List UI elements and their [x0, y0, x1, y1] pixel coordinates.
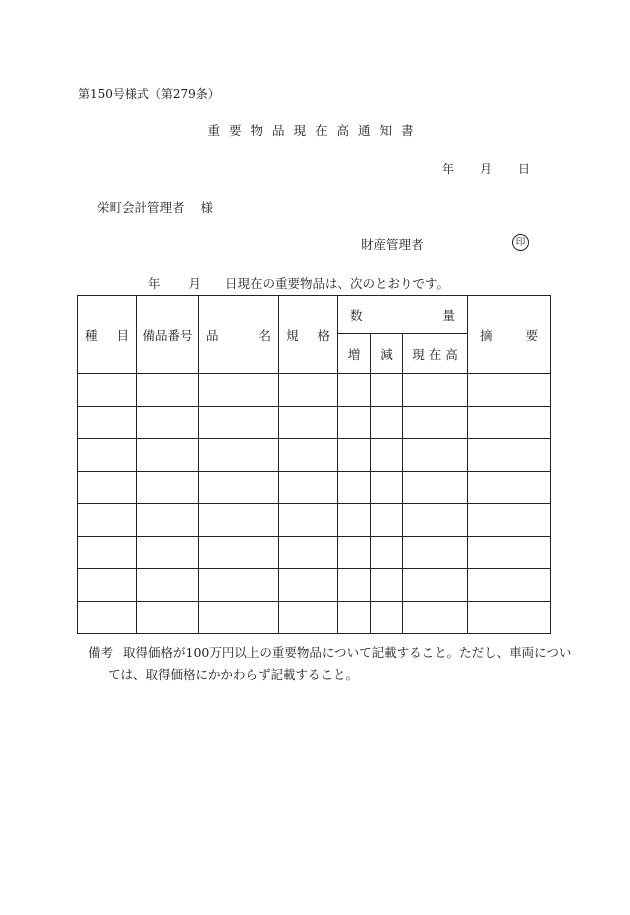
table-cell[interactable] [137, 504, 199, 537]
header-item-name: 品 名 [199, 296, 279, 374]
header-item-number: 備品番号 [137, 296, 199, 374]
table-cell[interactable] [137, 601, 199, 634]
date-day: 日 [517, 162, 530, 176]
table-cell[interactable] [468, 471, 551, 504]
table-row [78, 406, 551, 439]
table-cell[interactable] [279, 569, 338, 602]
document-title: 重要物品現在高通知書 [207, 123, 423, 138]
addressee [97, 198, 213, 216]
table-cell[interactable] [403, 504, 468, 537]
table-cell[interactable] [279, 406, 338, 439]
table-cell[interactable] [338, 601, 371, 634]
table-cell[interactable] [78, 406, 137, 439]
table-cell[interactable] [199, 439, 279, 472]
header-type: 種 目 [78, 296, 137, 374]
table-cell[interactable] [199, 406, 279, 439]
table-cell[interactable] [78, 504, 137, 537]
table-cell[interactable] [279, 471, 338, 504]
intro-sentence [148, 274, 449, 292]
table-cell[interactable] [279, 504, 338, 537]
seal-mark-icon: 印 [512, 234, 529, 251]
addressee-honorific: 様 [200, 200, 214, 215]
table-cell[interactable] [371, 439, 403, 472]
table-cell[interactable] [78, 374, 137, 407]
table-cell[interactable] [371, 601, 403, 634]
remarks-label: 備考 [88, 645, 114, 660]
table-cell[interactable] [279, 601, 338, 634]
table-cell[interactable] [137, 536, 199, 569]
table-cell[interactable] [78, 536, 137, 569]
table-cell[interactable] [338, 471, 371, 504]
header-summary: 摘 要 [468, 296, 551, 374]
table-cell[interactable] [403, 569, 468, 602]
table-row [78, 374, 551, 407]
table-cell[interactable] [199, 504, 279, 537]
table-cell[interactable] [468, 504, 551, 537]
form-number: 第150号様式（第279条） [78, 87, 220, 101]
table-cell[interactable] [403, 601, 468, 634]
table-cell[interactable] [338, 504, 371, 537]
header-quantity: 数 量 [338, 296, 468, 334]
intro-text: 日現在の重要物品は、次のとおりです。 [225, 276, 450, 291]
date-line [442, 160, 530, 177]
table-cell[interactable] [199, 536, 279, 569]
items-table [77, 295, 551, 634]
table-cell[interactable] [468, 536, 551, 569]
table-cell[interactable] [279, 536, 338, 569]
header-row-1 [78, 296, 551, 334]
remarks-line-2: ては、取得価格にかかわらず記載すること。 [108, 667, 359, 682]
table-cell[interactable] [137, 471, 199, 504]
remarks [88, 643, 571, 661]
table-cell[interactable] [137, 439, 199, 472]
table-cell[interactable] [468, 439, 551, 472]
table-cell[interactable] [371, 536, 403, 569]
table-row [78, 439, 551, 472]
table-cell[interactable] [371, 471, 403, 504]
header-current: 現 在 高 [403, 334, 468, 374]
table-cell[interactable] [78, 601, 137, 634]
table-cell[interactable] [468, 569, 551, 602]
table-cell[interactable] [403, 374, 468, 407]
table-cell[interactable] [137, 569, 199, 602]
table-row [78, 536, 551, 569]
table-cell[interactable] [371, 374, 403, 407]
intro-year: 年 [148, 276, 161, 291]
header-spec: 規 格 [279, 296, 338, 374]
table-row [78, 471, 551, 504]
table-row [78, 569, 551, 602]
table-cell[interactable] [279, 374, 338, 407]
table-cell[interactable] [78, 471, 137, 504]
date-year: 年 [441, 162, 454, 176]
table-cell[interactable] [199, 471, 279, 504]
addressee-name: 栄町会計管理者 [97, 200, 185, 215]
table-cell[interactable] [199, 601, 279, 634]
table-cell[interactable] [468, 374, 551, 407]
table-cell[interactable] [468, 406, 551, 439]
table-row [78, 504, 551, 537]
table-cell[interactable] [468, 601, 551, 634]
table-cell[interactable] [338, 569, 371, 602]
table-cell[interactable] [199, 374, 279, 407]
intro-month: 月 [188, 276, 202, 291]
table-row [78, 601, 551, 634]
table-cell[interactable] [371, 569, 403, 602]
header-increase: 増 [338, 334, 371, 374]
table-cell[interactable] [403, 406, 468, 439]
table-cell[interactable] [78, 439, 137, 472]
table-cell[interactable] [78, 569, 137, 602]
table-cell[interactable] [371, 406, 403, 439]
table-cell[interactable] [137, 406, 199, 439]
sender-role: 財産管理者 [361, 237, 424, 252]
table-cell[interactable] [338, 536, 371, 569]
table-cell[interactable] [403, 471, 468, 504]
remarks-line-1: 取得価格が100万円以上の重要物品について記載すること。ただし、車両につい [123, 645, 572, 660]
table-cell[interactable] [338, 439, 371, 472]
table-cell[interactable] [279, 439, 338, 472]
date-month: 月 [479, 162, 492, 176]
header-decrease: 減 [371, 334, 403, 374]
table-cell[interactable] [338, 406, 371, 439]
table-cell[interactable] [199, 569, 279, 602]
table-cell[interactable] [403, 536, 468, 569]
table-cell[interactable] [137, 374, 199, 407]
table-cell[interactable] [403, 439, 468, 472]
table-cell[interactable] [371, 504, 403, 537]
table-cell[interactable] [338, 374, 371, 407]
